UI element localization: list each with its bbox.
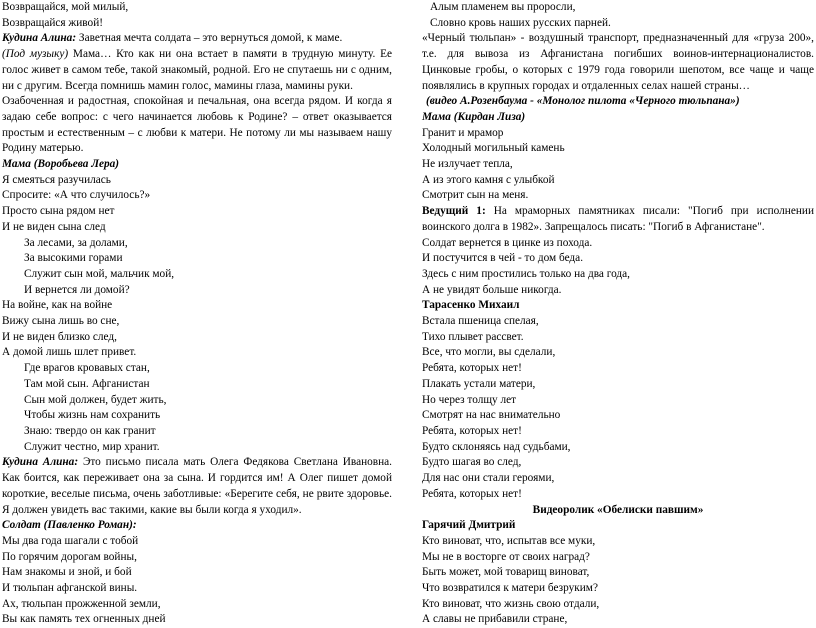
poem-line: Чтобы жизнь нам сохранить [24,409,161,422]
poem-line: Плакать устали матери, [422,377,536,390]
poem-line: Просто сына рядом нет [2,205,115,218]
poem-line: Знаю: твердо он как гранит [24,424,156,437]
speaker-label: Кудина Алина: [2,32,77,45]
paragraph-text: Заветная мечта солдата – это вернуться домой, к маме. [78,32,343,45]
poem-line: Что возвратился к матери безруким? [422,582,598,595]
poem-line: Здесь с ним простились только на два года, [422,267,630,280]
section-heading: Тарасенко Михаил [422,299,520,312]
left-column [2,0,392,628]
poem-line: Кто виноват, что, испытав все муки, [422,534,596,547]
poem-line: Будто шагая во след, [422,456,522,469]
poem-line: Все, что могли, вы сделали, [422,346,556,359]
poem-line: Тихо плывет рассвет. [422,330,524,343]
poem-line: Солдат вернется в цинке из похода. [422,236,593,249]
speaker-label: Ведущий 1: [422,205,486,218]
paragraph: Озабоченная и радостная, спокойная и печальная, она всегда рядом. И когда я задаю себе вопрос: с чего начинается любовь к Родине? – ответ оказывается простым и естественным – с любви к матери. Не потому ли мы называем нашу Родину матерью. [2,95,392,155]
poem-line: Где врагов кровавых стан, [24,362,150,375]
poem-line: Я смеяться разучилась [2,173,111,186]
poem-line: И не виден близко след, [2,330,117,343]
poem-line: И тюльпан афганской вины. [2,582,138,595]
speaker-label: Кудина Алина: [2,456,79,469]
poem-line: Будто склоняясь над судьбами, [422,440,571,453]
poem-line: Ребята, которых нет! [422,424,522,437]
poem-line: Вижу сына лишь во сне, [2,315,120,328]
paragraph: «Черный тюльпан» - воздушный транспорт, предназначенный для «груза 200», т.е. для вывоза из Афганистана погибших воинов-интернационалистов. Цинковые гробы, о которых с 1979 года говорили шепотом, все чаще и чаще появлялись в крупных городах и отдаленных селах нашей страны… [422,32,814,92]
poem-line: Но через толщу лет [422,393,517,406]
poem-line: На войне, как на войне [2,299,113,312]
paragraph-text: На мраморных памятниках писали: "Погиб при исполнении воинского долга в 1982». Запрещалось писать: "Погиб в Афганистане". [422,205,815,233]
poem-line: Не излучает тепла, [422,158,513,171]
poem-line: Встала пшеница спелая, [422,315,539,328]
video-caption: (видео А.Розенбаума - «Монолог пилота «Черного тюльпана») [426,95,740,108]
poem-line: За высокими горами [24,252,123,265]
poem-line: Гранит и мрамор [422,126,504,139]
poem-line: А славы не прибавили стране, [422,613,568,626]
paragraph-text: Мама… Кто как ни она встает в памяти в трудную минуту. Ее голос живет в самом тебе, такой знакомый, родной. Его не спутаешь ни с одним, ни с другим. Всегда помнишь мамин голос, мамины глаза, мамины руки. [2,48,392,92]
poem-line: Служит честно, мир хранит. [24,440,160,453]
poem-line: И постучится в чей - то дом беда. [422,252,584,265]
poem-line: Нам знакомы и зной, и бой [2,566,132,579]
music-paragraph [2,47,392,94]
poem-line: Мы не в восторге от своих наград? [422,550,590,563]
poem-line: Ребята, которых нет! [422,362,522,375]
poem-line: Мы два года шагали с тобой [2,534,139,547]
poem-line: Словно кровь наших русских парней. [430,16,611,29]
stage-direction: (Под музыку) [2,48,69,61]
poem-line: Ребята, которых нет! [422,487,522,500]
poem-line: Смотрят на нас внимательно [422,409,561,422]
section-heading: Видеоролик «Обелиски павшим» [532,503,704,516]
poem-line: А не увидят больше никогда. [422,283,562,296]
poem-line: Возвращайся живой! [2,16,103,29]
speaker-paragraph [422,204,814,235]
poem-line: Сын мой должен, будет жить, [24,393,167,406]
poem-line: И вернется ли домой? [24,283,130,296]
poem-line: А домой лишь шлет привет. [2,346,137,359]
section-heading: Гарячий Дмитрий [422,519,516,532]
poem-line: Спросите: «А что случилось?» [2,189,151,202]
poem-line: А из этого камня с улыбкой [422,173,555,186]
paragraph-text: Это письмо писала мать Олега Федякова Светлана Ивановна. Как боится, как переживает она за сына. И гордится им! А Олег пишет домой короткие, веселые письма, очень заботливые: «Берегите себя, не рвите здоровье. Я должен увидеть вас такими, какие вы были когда я уходил». [2,456,393,516]
poem-line: Кто виноват, что жизнь свою отдали, [422,597,600,610]
poem-line: Смотрит сын на меня. [422,189,529,202]
section-heading: Мама (Кирдан Лиза) [422,110,526,123]
poem-line: Быть может, мой товарищ виноват, [422,566,590,579]
poem-line: По горячим дорогам войны, [2,550,137,563]
poem-line: Алым пламенем вы проросли, [430,1,576,13]
poem-line: Ах, тюльпан прожженной земли, [2,597,161,610]
poem-line: Возвращайся, мой милый, [2,1,129,13]
poem-line: Вы как память тех огненных дней [2,613,166,626]
poem-line: Для нас они стали героями, [422,472,555,485]
right-column [422,0,814,628]
poem-line: Холодный могильный камень [422,142,565,155]
section-heading: Солдат (Павленко Роман): [2,519,137,532]
poem-line: Там мой сын. Афганистан [24,377,150,390]
speaker-paragraph [2,455,392,518]
poem-line: И не виден сына след [2,220,106,233]
poem-line: За лесами, за долами, [24,236,128,249]
poem-line: Служит сын мой, мальчик мой, [24,267,175,280]
speaker-paragraph [2,31,392,47]
section-heading: Мама (Воробьева Лера) [2,158,120,171]
